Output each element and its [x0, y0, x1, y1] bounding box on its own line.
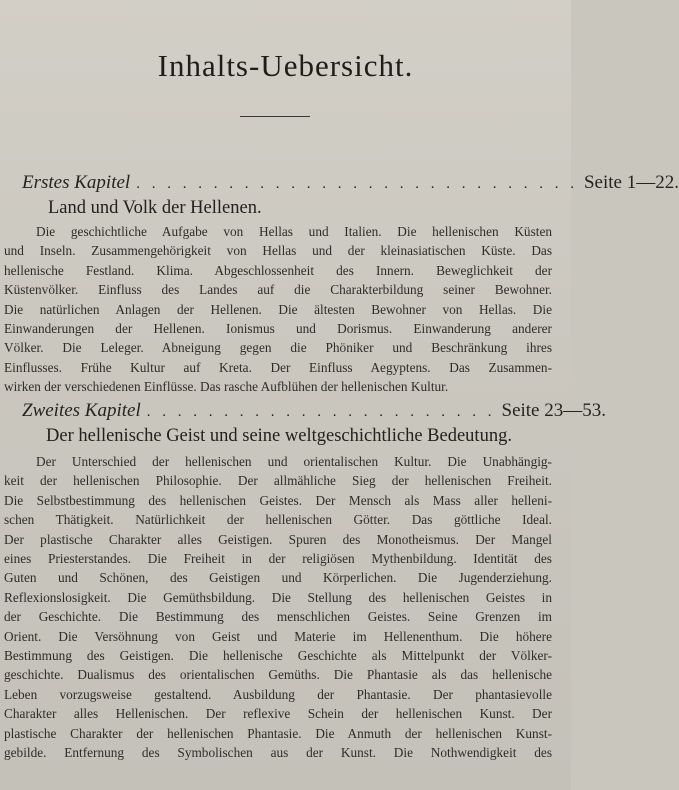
summary-line: geschichte. Dualismus des orientalischen Gemüths. Die Phantasie als das hellenische [4, 667, 552, 683]
summary-line: eines Priesterstandes. Die Freiheit in der religiösen Mythenbildung. Identität des [4, 551, 552, 567]
summary-line: Einwanderungen der Hellenen. Ionismus und Dorismus. Einwanderung anderer [4, 321, 552, 337]
summary-line: Die geschichtliche Aufgabe von Hellas und Italien. Die hellenischen Küsten [36, 224, 552, 239]
chapter-1-entry [22, 172, 679, 194]
chapter-1-leader-dots: . . . . . . . . . . . . . . . . . . . . . . . . . . . . . [136, 176, 578, 192]
summary-line: hellenische Festland. Klima. Abgeschlossenheit des Innern. Beweglichkeit der [4, 262, 552, 278]
summary-line: Guten und Schönen, des Geistigen und Körperlichen. Die Jugenderziehung. [4, 570, 552, 586]
summary-line: Einflusses. Frühe Kultur auf Kreta. Der Einfluss Aegyptens. Das Zusammen- [4, 359, 552, 375]
summary-line: schen Thätigkeit. Natürlichkeit der hellenischen Götter. Das göttliche Ideal. [4, 512, 552, 528]
chapter-2-summary [4, 452, 552, 763]
summary-line: Reflexionslosigkeit. Die Gemüthsbildung. Die Stellung des hellenischen Geistes in [4, 589, 552, 605]
summary-line: plastische Charakter der hellenischen Phantasie. Die Anmuth der hellenischen Kunst- [4, 725, 552, 741]
summary-line: Orient. Die Versöhnung von Geist und Materie im Hellenenthum. Die höhere [4, 628, 552, 644]
chapter-1-heading: Land und Volk der Hellenen. [48, 198, 262, 218]
chapter-1-summary [4, 222, 552, 397]
summary-line: Küstenvölker. Einfluss des Landes auf die Charakterbildung seiner Bewohner. [4, 282, 552, 298]
summary-line: Die Selbstbestimmung des hellenischen Geistes. Der Mensch als Mass aller helleni- [4, 492, 552, 508]
title-divider [240, 116, 310, 117]
summary-line: wirken der verschiedenen Einflüsse. Das rasche Aufblühen der hellenischen Kultur. [4, 379, 449, 395]
summary-line: keit der hellenischen Philosophie. Der allmähliche Sieg der hellenischen Freiheit. [4, 473, 552, 489]
summary-line: Bestimmung des Geistigen. Die hellenische Geschichte als Mittelpunkt der Völker- [4, 648, 552, 664]
summary-line: Die natürlichen Anlagen der Hellenen. Die ältesten Bewohner von Hellas. Die [4, 301, 552, 317]
chapter-2-heading: Der hellenische Geist und seine weltgeschichtliche Bedeutung. [46, 426, 512, 446]
chapter-2-entry [22, 400, 606, 422]
summary-line: der Geschichte. Die Bestimmung des menschlichen Geistes. Seine Grenzen im [4, 609, 552, 625]
page-title: Inhalts-Uebersicht. [157, 48, 414, 83]
summary-line: und Inseln. Zusammengehörigkeit von Hellas und der kleinasiatischen Küste. Das [4, 243, 552, 259]
summary-line: Leben vorzugsweise gestaltend. Ausbildung der Phantasie. Der phantasievolle [4, 686, 552, 702]
chapter-2-label: Zweites Kapitel [22, 400, 141, 421]
chapter-1-label: Erstes Kapitel [22, 172, 131, 193]
summary-line: Der Unterschied der hellenischen und orientalischen Kultur. Die Unabhängig- [36, 454, 552, 469]
summary-line: Der plastische Charakter alles Geistigen. Spuren des Monotheismus. Der Mangel [4, 531, 552, 547]
summary-line: Völker. Die Leleger. Abneigung gegen die Phöniker und Beschränkung ihres [4, 340, 552, 356]
summary-line: Charakter alles Hellenischen. Der reflexive Schein der hellenischen Kunst. Der [4, 706, 552, 722]
chapter-2-leader-dots: . . . . . . . . . . . . . . . . . . . . . . . [146, 404, 496, 420]
chapter-1-page-range: Seite 1—22. [583, 172, 679, 193]
chapter-2-page-range: Seite 23—53. [501, 400, 606, 421]
summary-line: gebilde. Entfernung des Symbolischen aus der Kunst. Die Nothwendigkeit des [4, 745, 552, 761]
